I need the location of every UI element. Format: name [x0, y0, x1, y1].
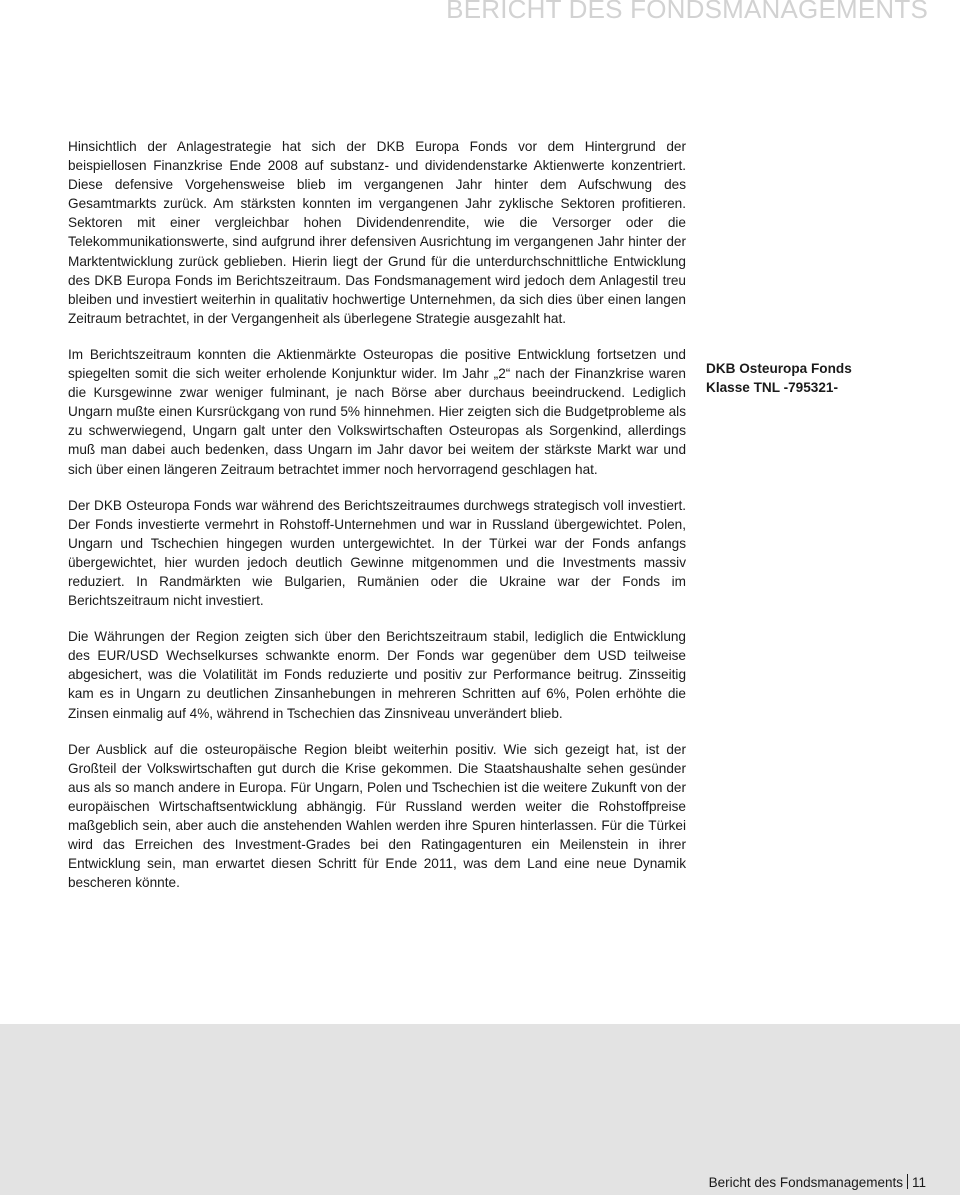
paragraph-strategy: Hinsichtlich der Anlagestrategie hat sich der DKB Europa Fonds vor dem Hintergrund der beispiellosen Finanzkrise Ende 2008 auf substanz- und dividendenstarke Aktienwerte konzentriert. Diese defensive Vorgehensweise blieb im vergangenen Jahr hinter dem Aufschwung des Gesamtmarkts zurück. Am stärksten konnten im vergangenen Jahr zyklische Sektoren profitieren. Sektoren mit einer vergleichbar hohen Dividendenrendite, wie die Versorger oder die Telekommunikationswerte, sind aufgrund ihrer defensiven Ausrichtung im vergangenen Jahr hinter der Marktentwicklung zurück geblieben. Hierin liegt der Grund für die unterdurchschnittliche Entwicklung des DKB Europa Fonds im Berichtszeitraum. Das Fondsmanagement wird jedoch dem Anlagestil treu bleiben und investiert weiterhin in qualitativ hochwertige Unternehmen, da sich dies über einen langen Zeitraum betrachtet, in der Vergangenheit als überlegene Strategie ausgezahlt hat. — [68, 139, 686, 326]
paragraph-currencies: Die Währungen der Region zeigten sich über den Berichtszeitraum stabil, lediglich die Entwicklung des EUR/USD Wechselkurses schwankte enorm. Der Fonds war gegenüber dem USD teilweise abgesichert, was die Volatilität im Fonds reduzierte und positiv zur Performance beitrug. Zinsseitig kam es in Ungarn zu deutlichen Zinsanhebungen in mehreren Schritten auf 6%, Polen erhöhte die Zinsen einmalig auf 4%, während in Tschechien das Zinsniveau unverändert blieb. — [68, 629, 686, 721]
page-footer — [709, 1174, 926, 1192]
footer-band — [0, 1024, 960, 1195]
page-header-title: BERICHT DES FONDSMANAGEMENTS — [446, 0, 928, 24]
footer-separator — [907, 1174, 908, 1189]
main-text-column — [68, 137, 686, 909]
footer-section-label: Bericht des Fondsmanagements — [708, 1175, 903, 1190]
fund-class: Klasse TNL -795321- — [706, 380, 838, 395]
fund-sidebar-label — [706, 359, 926, 397]
fund-name: DKB Osteuropa Fonds — [706, 361, 852, 376]
paragraph-outlook: Der Ausblick auf die osteuropäische Region bleibt weiterhin positiv. Wie sich gezeigt hat, ist der Großteil der Volkswirtschaften gut durch die Krise gekommen. Die Staatshaushalte sehen gesünder aus als so manch andere in Europa. Für Ungarn, Polen und Tschechien ist die weitere Zukunft von der europäischen Wirtschaftsentwicklung abhängig. Für Russland werden weiter die Rohstoffpreise maßgeblich sein, aber auch die anstehenden Wahlen werden ihre Spuren hinterlassen. Für die Türkei wird das Erreichen des Investment-Grades bei den Ratingagenturen ein Meilenstein in ihrer Entwicklung sein, man erwartet diesen Schritt für Ende 2011, was dem Land eine neue Dynamik bescheren könnte. — [68, 741, 686, 891]
page-number: 11 — [911, 1175, 926, 1190]
paragraph-positioning: Der DKB Osteuropa Fonds war während des Berichtszeitraumes durchwegs strategisch voll investiert. Der Fonds investierte vermehrt in Rohstoff-Unternehmen und war in Russland übergewichtet. Polen, Ungarn und Tschechien hingegen wurden untergewichtet. In der Türkei war der Fonds anfangs übergewichtet, hier wurden jedoch deutlich Gewinne mitgenommen und die Investments massiv reduziert. In Randmärkten wie Bulgarien, Rumänien oder die Ukraine war der Fonds im Berichtszeitraum nicht investiert. — [68, 497, 686, 609]
paragraph-markets: Im Berichtszeitraum konnten die Aktienmärkte Osteuropas die positive Entwicklung fortsetzen und spiegelten somit die sich weiter erholende Konjunktur wider. Im Jahr „2“ nach der Finanzkrise waren die Kursgewinne zwar weniger fulminant, je nach Börse aber durchaus beeindruckend. Lediglich Ungarn mußte einen Kursrückgang von rund 5% hinnehmen. Hier zeigten sich die Budgetprobleme als zu schwerwiegend, Ungarn galt unter den Volkswirtschaften Osteuropas als Sorgenkind, allerdings muß man dabei auch bedenken, dass Ungarn im Jahr davor bei weitem der stärkste Markt war und sich über einen längeren Zeitraum betrachtet immer noch hervorragend geschlagen hat. — [68, 346, 686, 477]
